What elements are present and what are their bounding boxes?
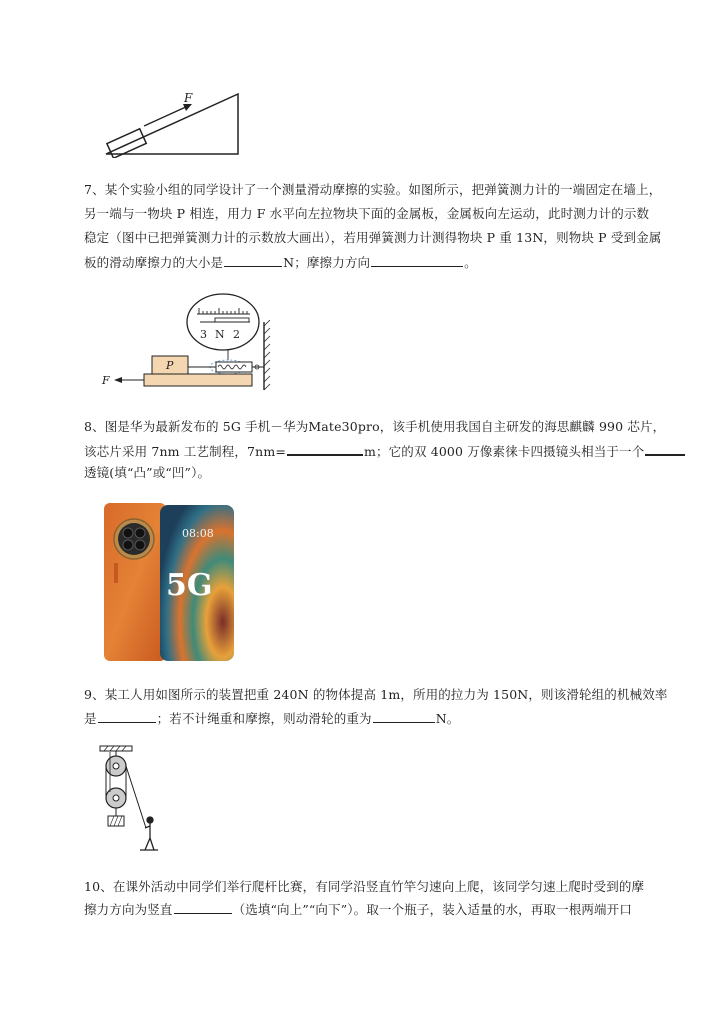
q8-line-3: 透镜(填“凸”或“凹”）。 xyxy=(84,465,211,480)
incline-plane xyxy=(106,94,238,154)
pull-force-label: F xyxy=(102,374,110,387)
q9-line-2 xyxy=(84,711,459,726)
q7-line-2: 另一端与一物块 P 相连，用力 F 水平向左拉物块下面的金属板，金属板向左运动，此时测力计的示数 xyxy=(84,206,650,221)
metal-plate xyxy=(144,374,252,386)
q7-line-4 xyxy=(84,255,477,270)
q9-blank-efficiency[interactable] xyxy=(98,711,156,723)
spring-scale-figure xyxy=(100,292,285,392)
q10-text-b: （选填“向上”“向下”）。取一个瓶子，装入适量的水，再取一根两端开口 xyxy=(232,902,632,917)
q9-blank-pulley-weight[interactable] xyxy=(373,711,435,723)
q7-line-3: 稳定（图中已把弹簧测力计的示数放大画出），若用弹簧测力计测得物块 P 重 13N，则物块 P 受到金属 xyxy=(84,230,662,245)
q8-text-b: m；它的双 4000 万像素徕卡四摄镜头相当于一个 xyxy=(363,444,645,459)
q9-text-a: 是 xyxy=(84,711,97,726)
scale-label-left: 3 xyxy=(200,328,207,341)
q8-blank-nm-conversion[interactable] xyxy=(287,443,363,456)
block-p-label: P xyxy=(166,359,174,372)
q9-text-b: ；若不计绳重和摩擦，则动滑轮的重为 xyxy=(156,711,372,726)
q10-line-2 xyxy=(84,902,632,917)
q9-line-1: 9、某工人用如图所示的装置把重 240N 的物体提高 1m，所用的拉力为 150N，则该滑轮组的机械效率 xyxy=(84,687,668,702)
phone-screen-5g-label: 5G xyxy=(166,568,213,603)
scale-label-unit: N xyxy=(215,328,225,341)
incline-force-label: F xyxy=(184,91,193,105)
phone-screen-time: 08:08 xyxy=(182,527,214,540)
scale-label-right: 2 xyxy=(233,328,240,341)
q7-text-b: N；摩擦力方向 xyxy=(283,255,371,270)
q8-line-1: 8、图是华为最新发布的 5G 手机－华为Mate30pro，该手机使用我国自主研发的海思麒麟 990 芯片， xyxy=(84,419,666,434)
q7-text-a: 板的滑动摩擦力的大小是 xyxy=(84,255,224,270)
huawei-phone-image xyxy=(104,503,236,663)
q10-text-a: 擦力方向为竖直 xyxy=(84,902,173,917)
q8-blank-lens-type[interactable] xyxy=(645,443,685,456)
q7-blank-friction-direction[interactable] xyxy=(371,255,463,267)
incline-force-arrow xyxy=(144,106,188,126)
pulley-system-figure xyxy=(96,742,166,854)
incline-figure xyxy=(100,88,250,158)
q7-text-c: 。 xyxy=(464,255,477,270)
worker-figure xyxy=(140,817,158,850)
q10-blank-friction-direction[interactable] xyxy=(174,902,232,914)
wall-hatching xyxy=(264,320,270,390)
q9-text-c: N。 xyxy=(435,711,460,726)
q8-line-2 xyxy=(84,443,686,459)
q7-line-1: 7、某个实验小组的同学设计了一个测量滑动摩擦的实验。如图所示，把弹簧测力计的一端固定在墙上， xyxy=(84,182,662,197)
q8-text-a: 该芯片采用 7nm 工艺制程，7nm= xyxy=(84,444,286,459)
q7-blank-friction-size[interactable] xyxy=(224,255,282,267)
q10-line-1: 10、在课外活动中同学们举行爬杆比赛，有同学沿竖直竹竿匀速向上爬，该同学匀速上爬时受到的摩 xyxy=(84,879,645,894)
